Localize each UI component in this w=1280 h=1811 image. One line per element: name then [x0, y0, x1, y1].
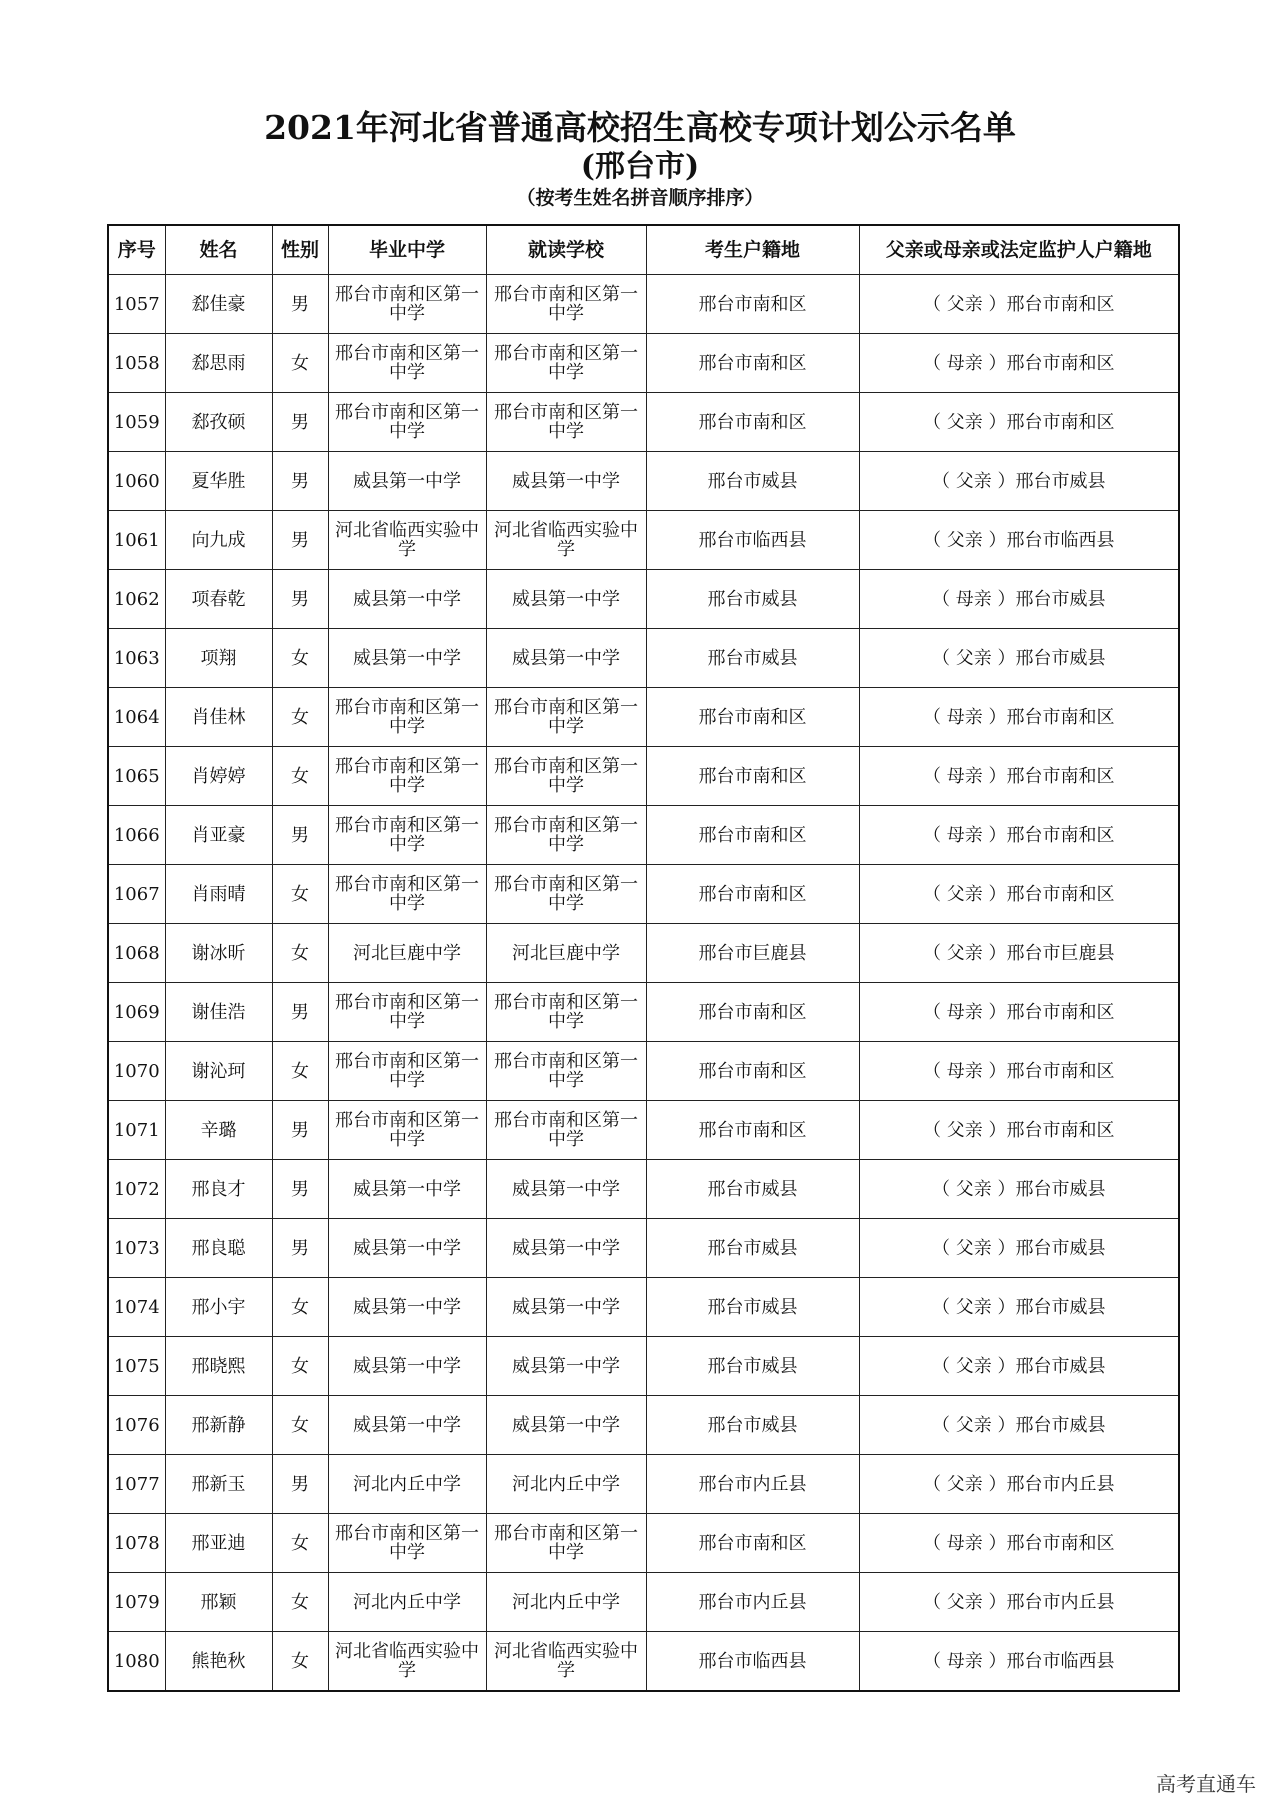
- cell-current-school: 邢台市南和区第一中学: [486, 1514, 646, 1573]
- cell-household-registration: 邢台市南和区: [646, 1042, 859, 1101]
- cell-index: 1079: [108, 1573, 165, 1632]
- cell-household-registration: 邢台市巨鹿县: [646, 924, 859, 983]
- cell-current-school: 邢台市南和区第一中学: [486, 806, 646, 865]
- cell-household-registration: 邢台市南和区: [646, 1101, 859, 1160]
- cell-guardian-registration: （ 母亲 ）邢台市南和区: [859, 1042, 1179, 1101]
- table-row: [108, 1514, 1179, 1573]
- cell-household-registration: 邢台市威县: [646, 1160, 859, 1219]
- cell-current-school: 邢台市南和区第一中学: [486, 688, 646, 747]
- cell-gender: 男: [272, 1101, 328, 1160]
- table-row: [108, 1337, 1179, 1396]
- table-row: [108, 747, 1179, 806]
- cell-name: 邢颖: [165, 1573, 272, 1632]
- cell-graduation-school: 邢台市南和区第一中学: [328, 747, 486, 806]
- cell-name: 邢新静: [165, 1396, 272, 1455]
- cell-index: 1062: [108, 570, 165, 629]
- table-row: [108, 983, 1179, 1042]
- cell-current-school: 邢台市南和区第一中学: [486, 865, 646, 924]
- cell-index: 1069: [108, 983, 165, 1042]
- table-row: [108, 570, 1179, 629]
- cell-gender: 女: [272, 924, 328, 983]
- cell-name: 郄思雨: [165, 334, 272, 393]
- header-gender: 性别: [272, 225, 328, 275]
- cell-index: 1065: [108, 747, 165, 806]
- cell-name: 肖雨晴: [165, 865, 272, 924]
- cell-guardian-registration: （ 母亲 ）邢台市南和区: [859, 334, 1179, 393]
- cell-name: 邢亚迪: [165, 1514, 272, 1573]
- cell-household-registration: 邢台市威县: [646, 1396, 859, 1455]
- sort-note: （按考生姓名拼音顺序排序）: [516, 187, 764, 209]
- cell-graduation-school: 河北内丘中学: [328, 1455, 486, 1514]
- cell-index: 1060: [108, 452, 165, 511]
- cell-gender: 男: [272, 1160, 328, 1219]
- cell-gender: 男: [272, 1219, 328, 1278]
- cell-name: 向九成: [165, 511, 272, 570]
- cell-name: 邢良才: [165, 1160, 272, 1219]
- cell-guardian-registration: （ 父亲 ）邢台市南和区: [859, 275, 1179, 334]
- cell-guardian-registration: （ 母亲 ）邢台市南和区: [859, 747, 1179, 806]
- cell-current-school: 河北内丘中学: [486, 1573, 646, 1632]
- cell-guardian-registration: （ 父亲 ）邢台市威县: [859, 629, 1179, 688]
- cell-current-school: 威县第一中学: [486, 629, 646, 688]
- cell-household-registration: 邢台市威县: [646, 1278, 859, 1337]
- table-row: [108, 334, 1179, 393]
- cell-index: 1068: [108, 924, 165, 983]
- document-subtitle: (邢台市): [580, 149, 700, 184]
- table-row: [108, 1160, 1179, 1219]
- cell-household-registration: 邢台市南和区: [646, 334, 859, 393]
- cell-current-school: 邢台市南和区第一中学: [486, 275, 646, 334]
- cell-household-registration: 邢台市威县: [646, 1219, 859, 1278]
- table-row: [108, 865, 1179, 924]
- cell-graduation-school: 河北巨鹿中学: [328, 924, 486, 983]
- cell-current-school: 威县第一中学: [486, 1396, 646, 1455]
- cell-name: 邢良聪: [165, 1219, 272, 1278]
- cell-current-school: 河北巨鹿中学: [486, 924, 646, 983]
- cell-index: 1072: [108, 1160, 165, 1219]
- table-row: [108, 1573, 1179, 1632]
- cell-household-registration: 邢台市临西县: [646, 1632, 859, 1692]
- cell-guardian-registration: （ 母亲 ）邢台市南和区: [859, 1514, 1179, 1573]
- cell-index: 1075: [108, 1337, 165, 1396]
- cell-gender: 男: [272, 570, 328, 629]
- cell-graduation-school: 威县第一中学: [328, 1337, 486, 1396]
- cell-name: 邢晓熙: [165, 1337, 272, 1396]
- cell-name: 谢佳浩: [165, 983, 272, 1042]
- cell-name: 郄孜硕: [165, 393, 272, 452]
- cell-guardian-registration: （ 父亲 ）邢台市南和区: [859, 1101, 1179, 1160]
- cell-graduation-school: 邢台市南和区第一中学: [328, 865, 486, 924]
- cell-guardian-registration: （ 父亲 ）邢台市威县: [859, 1160, 1179, 1219]
- cell-index: 1061: [108, 511, 165, 570]
- cell-name: 肖佳林: [165, 688, 272, 747]
- cell-current-school: 邢台市南和区第一中学: [486, 393, 646, 452]
- cell-graduation-school: 邢台市南和区第一中学: [328, 334, 486, 393]
- table-row: [108, 511, 1179, 570]
- table-row: [108, 1396, 1179, 1455]
- cell-guardian-registration: （ 父亲 ）邢台市巨鹿县: [859, 924, 1179, 983]
- cell-guardian-registration: （ 父亲 ）邢台市内丘县: [859, 1455, 1179, 1514]
- cell-guardian-registration: （ 父亲 ）邢台市威县: [859, 452, 1179, 511]
- header-graduation-school: 毕业中学: [328, 225, 486, 275]
- cell-name: 邢新玉: [165, 1455, 272, 1514]
- cell-gender: 男: [272, 452, 328, 511]
- cell-current-school: 邢台市南和区第一中学: [486, 1042, 646, 1101]
- cell-gender: 女: [272, 688, 328, 747]
- applicant-table: [107, 224, 1180, 1692]
- table-row: [108, 1455, 1179, 1514]
- cell-graduation-school: 威县第一中学: [328, 1278, 486, 1337]
- cell-current-school: 邢台市南和区第一中学: [486, 1101, 646, 1160]
- cell-current-school: 河北省临西实验中学: [486, 511, 646, 570]
- cell-household-registration: 邢台市威县: [646, 570, 859, 629]
- cell-graduation-school: 邢台市南和区第一中学: [328, 1042, 486, 1101]
- cell-household-registration: 邢台市南和区: [646, 983, 859, 1042]
- cell-household-registration: 邢台市南和区: [646, 275, 859, 334]
- cell-household-registration: 邢台市南和区: [646, 1514, 859, 1573]
- table-row: [108, 1101, 1179, 1160]
- cell-graduation-school: 河北省临西实验中学: [328, 1632, 486, 1692]
- watermark-text: 高考直通车: [1156, 1772, 1256, 1796]
- cell-name: 熊艳秋: [165, 1632, 272, 1692]
- cell-household-registration: 邢台市临西县: [646, 511, 859, 570]
- table-row: [108, 924, 1179, 983]
- cell-graduation-school: 河北省临西实验中学: [328, 511, 486, 570]
- cell-guardian-registration: （ 母亲 ）邢台市南和区: [859, 688, 1179, 747]
- table-header-row: [108, 225, 1179, 275]
- cell-index: 1073: [108, 1219, 165, 1278]
- cell-gender: 女: [272, 1278, 328, 1337]
- cell-graduation-school: 邢台市南和区第一中学: [328, 806, 486, 865]
- cell-graduation-school: 威县第一中学: [328, 1219, 486, 1278]
- cell-gender: 女: [272, 1042, 328, 1101]
- cell-index: 1057: [108, 275, 165, 334]
- cell-gender: 女: [272, 747, 328, 806]
- cell-current-school: 威县第一中学: [486, 1160, 646, 1219]
- cell-graduation-school: 邢台市南和区第一中学: [328, 1514, 486, 1573]
- cell-index: 1058: [108, 334, 165, 393]
- cell-guardian-registration: （ 母亲 ）邢台市南和区: [859, 983, 1179, 1042]
- cell-current-school: 河北内丘中学: [486, 1455, 646, 1514]
- cell-household-registration: 邢台市内丘县: [646, 1455, 859, 1514]
- cell-graduation-school: 邢台市南和区第一中学: [328, 275, 486, 334]
- cell-name: 郄佳豪: [165, 275, 272, 334]
- cell-current-school: 邢台市南和区第一中学: [486, 334, 646, 393]
- cell-index: 1066: [108, 806, 165, 865]
- cell-guardian-registration: （ 父亲 ）邢台市威县: [859, 1278, 1179, 1337]
- cell-guardian-registration: （ 母亲 ）邢台市南和区: [859, 806, 1179, 865]
- cell-guardian-registration: （ 父亲 ）邢台市威县: [859, 1219, 1179, 1278]
- cell-gender: 女: [272, 1337, 328, 1396]
- cell-household-registration: 邢台市南和区: [646, 865, 859, 924]
- table-row: [108, 275, 1179, 334]
- cell-guardian-registration: （ 父亲 ）邢台市南和区: [859, 865, 1179, 924]
- cell-guardian-registration: （ 母亲 ）邢台市临西县: [859, 1632, 1179, 1692]
- cell-guardian-registration: （ 父亲 ）邢台市临西县: [859, 511, 1179, 570]
- cell-guardian-registration: （ 父亲 ）邢台市内丘县: [859, 1573, 1179, 1632]
- cell-name: 肖亚豪: [165, 806, 272, 865]
- cell-graduation-school: 邢台市南和区第一中学: [328, 688, 486, 747]
- cell-graduation-school: 河北内丘中学: [328, 1573, 486, 1632]
- cell-name: 谢沁珂: [165, 1042, 272, 1101]
- cell-household-registration: 邢台市威县: [646, 1337, 859, 1396]
- cell-gender: 男: [272, 511, 328, 570]
- cell-name: 谢冰昕: [165, 924, 272, 983]
- cell-gender: 女: [272, 1632, 328, 1692]
- cell-gender: 女: [272, 334, 328, 393]
- cell-graduation-school: 邢台市南和区第一中学: [328, 983, 486, 1042]
- cell-index: 1078: [108, 1514, 165, 1573]
- cell-gender: 女: [272, 865, 328, 924]
- header-index: 序号: [108, 225, 165, 275]
- cell-guardian-registration: （ 父亲 ）邢台市南和区: [859, 393, 1179, 452]
- cell-index: 1071: [108, 1101, 165, 1160]
- cell-graduation-school: 邢台市南和区第一中学: [328, 393, 486, 452]
- cell-gender: 男: [272, 983, 328, 1042]
- cell-guardian-registration: （ 母亲 ）邢台市威县: [859, 570, 1179, 629]
- cell-household-registration: 邢台市南和区: [646, 688, 859, 747]
- cell-name: 项春乾: [165, 570, 272, 629]
- cell-graduation-school: 威县第一中学: [328, 452, 486, 511]
- cell-name: 夏华胜: [165, 452, 272, 511]
- cell-index: 1070: [108, 1042, 165, 1101]
- cell-current-school: 邢台市南和区第一中学: [486, 747, 646, 806]
- cell-current-school: 威县第一中学: [486, 570, 646, 629]
- table-row: [108, 393, 1179, 452]
- cell-current-school: 邢台市南和区第一中学: [486, 983, 646, 1042]
- cell-current-school: 威县第一中学: [486, 1219, 646, 1278]
- cell-gender: 女: [272, 1514, 328, 1573]
- cell-household-registration: 邢台市南和区: [646, 806, 859, 865]
- table-row: [108, 629, 1179, 688]
- cell-gender: 女: [272, 1573, 328, 1632]
- table-row: [108, 806, 1179, 865]
- cell-index: 1080: [108, 1632, 165, 1692]
- cell-name: 邢小宇: [165, 1278, 272, 1337]
- cell-index: 1067: [108, 865, 165, 924]
- cell-name: 项翔: [165, 629, 272, 688]
- cell-index: 1074: [108, 1278, 165, 1337]
- cell-gender: 男: [272, 275, 328, 334]
- header-name: 姓名: [165, 225, 272, 275]
- cell-index: 1059: [108, 393, 165, 452]
- header-guardian-registration: 父亲或母亲或法定监护人户籍地: [859, 225, 1179, 275]
- cell-gender: 男: [272, 393, 328, 452]
- cell-graduation-school: 威县第一中学: [328, 629, 486, 688]
- table-row: [108, 1042, 1179, 1101]
- cell-household-registration: 邢台市威县: [646, 452, 859, 511]
- table-row: [108, 1219, 1179, 1278]
- cell-graduation-school: 威县第一中学: [328, 570, 486, 629]
- cell-current-school: 威县第一中学: [486, 452, 646, 511]
- table-row: [108, 1278, 1179, 1337]
- cell-current-school: 威县第一中学: [486, 1278, 646, 1337]
- cell-current-school: 威县第一中学: [486, 1337, 646, 1396]
- cell-index: 1064: [108, 688, 165, 747]
- cell-index: 1063: [108, 629, 165, 688]
- cell-graduation-school: 威县第一中学: [328, 1396, 486, 1455]
- cell-graduation-school: 威县第一中学: [328, 1160, 486, 1219]
- cell-current-school: 河北省临西实验中学: [486, 1632, 646, 1692]
- cell-name: 肖婷婷: [165, 747, 272, 806]
- cell-gender: 男: [272, 1455, 328, 1514]
- cell-gender: 女: [272, 629, 328, 688]
- cell-name: 辛璐: [165, 1101, 272, 1160]
- cell-index: 1076: [108, 1396, 165, 1455]
- table-row: [108, 688, 1179, 747]
- header-current-school: 就读学校: [486, 225, 646, 275]
- cell-household-registration: 邢台市内丘县: [646, 1573, 859, 1632]
- cell-guardian-registration: （ 父亲 ）邢台市威县: [859, 1337, 1179, 1396]
- table-row: [108, 1632, 1179, 1692]
- cell-gender: 男: [272, 806, 328, 865]
- cell-graduation-school: 邢台市南和区第一中学: [328, 1101, 486, 1160]
- header-household-registration: 考生户籍地: [646, 225, 859, 275]
- cell-index: 1077: [108, 1455, 165, 1514]
- table-row: [108, 452, 1179, 511]
- cell-household-registration: 邢台市南和区: [646, 393, 859, 452]
- cell-guardian-registration: （ 父亲 ）邢台市威县: [859, 1396, 1179, 1455]
- cell-gender: 女: [272, 1396, 328, 1455]
- cell-household-registration: 邢台市南和区: [646, 747, 859, 806]
- cell-household-registration: 邢台市威县: [646, 629, 859, 688]
- document-title: 2021年河北省普通高校招生高校专项计划公示名单: [264, 108, 1016, 147]
